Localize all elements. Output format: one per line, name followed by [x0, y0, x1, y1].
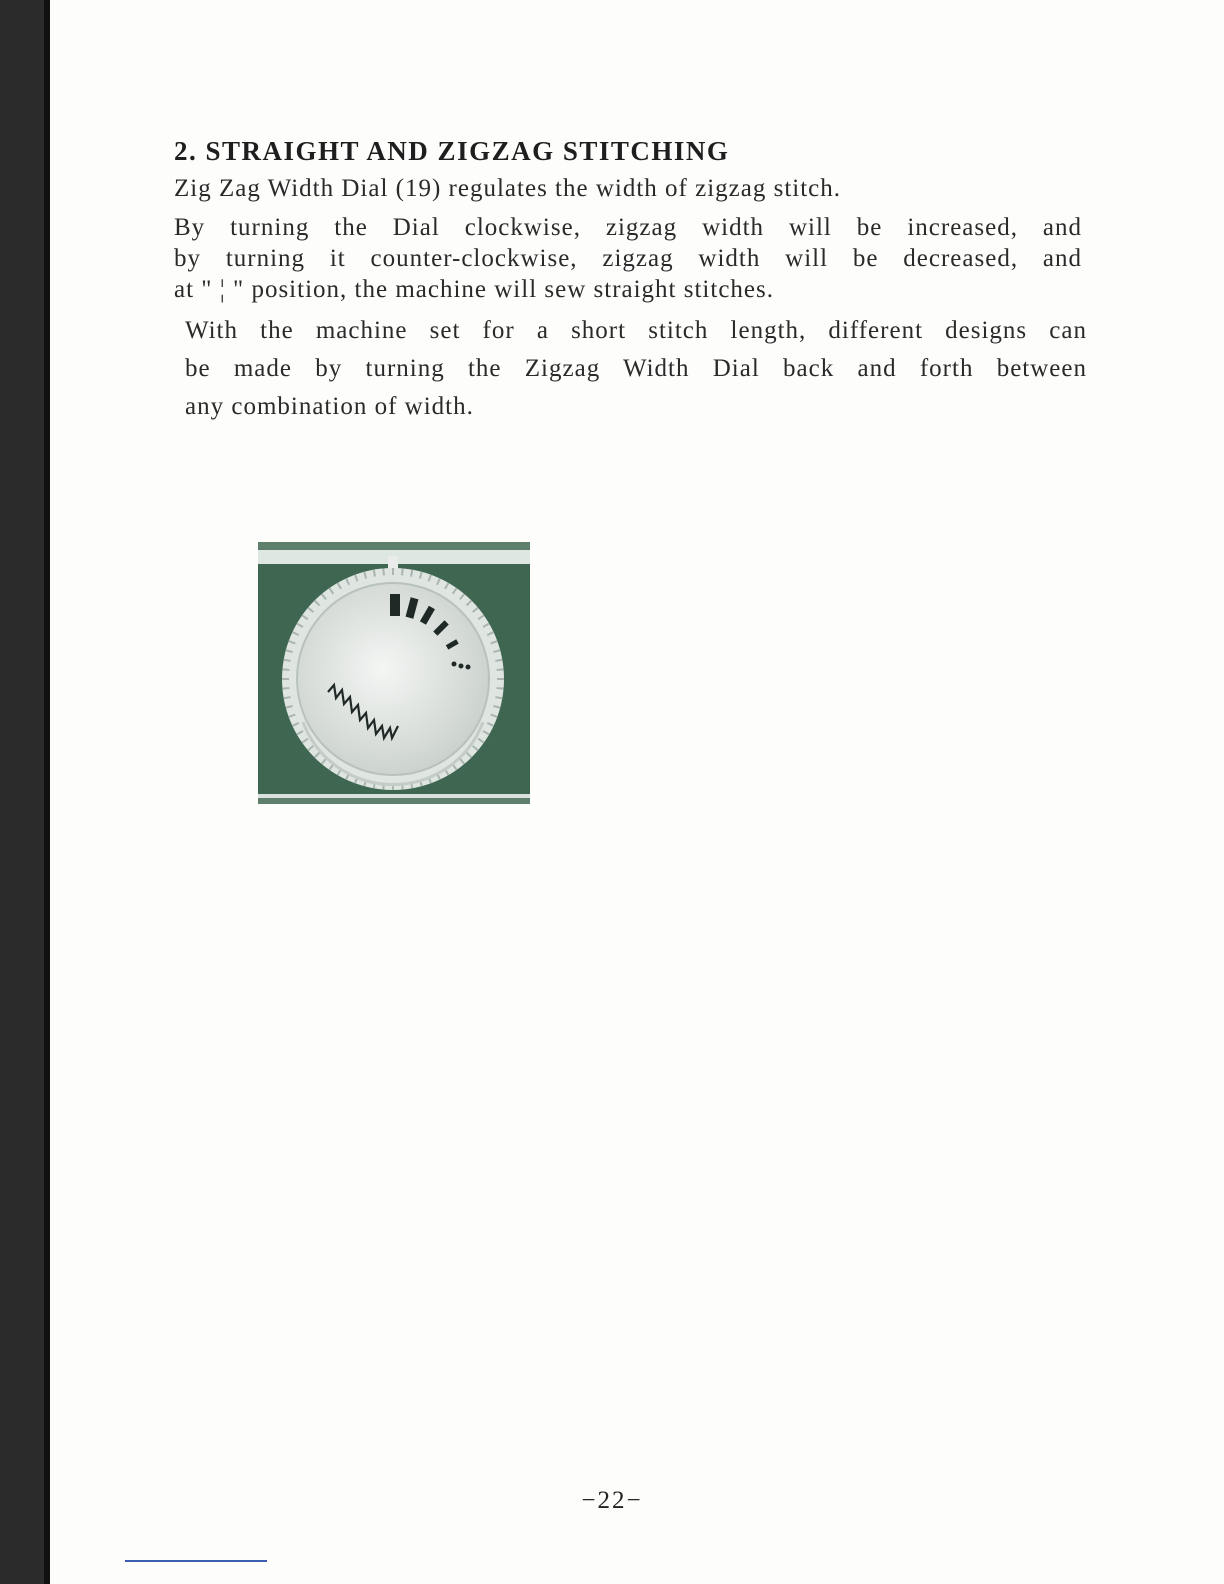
- knurl-tooth: [402, 568, 403, 575]
- scan-artifact-line: [125, 1560, 267, 1562]
- page-margin-right: [1168, 0, 1224, 1584]
- text-line: By turning the Dial clockwise, zigzag width will be increased, and: [174, 214, 1082, 241]
- paragraph-designs: [185, 312, 1087, 426]
- knurl-tooth: [282, 688, 289, 689]
- width-mark: [466, 665, 471, 670]
- paragraph-dial-direction: [174, 212, 1082, 305]
- text-line: any combination of width.: [185, 393, 474, 420]
- paragraph-dial-purpose: Zig Zag Width Dial (19) regulates the width of zigzag stitch.: [174, 175, 842, 202]
- knurl-tooth: [284, 660, 291, 661]
- top-strip: [258, 542, 530, 550]
- knurl-tooth: [282, 669, 289, 670]
- knurl-tooth: [497, 688, 504, 689]
- text-line: at " ¦ " position, the machine will sew straight stitches.: [174, 276, 774, 303]
- page-number: −22−: [581, 1487, 643, 1514]
- knurl-tooth: [374, 570, 375, 577]
- width-mark: [459, 664, 464, 669]
- knurl-tooth: [495, 697, 502, 698]
- knurl-tooth: [411, 570, 412, 577]
- width-mark: [390, 594, 400, 616]
- page-binding-edge: [44, 0, 50, 1584]
- knurl-tooth: [497, 669, 504, 670]
- knurl-tooth: [495, 660, 502, 661]
- text-line: by turning it counter-clockwise, zigzag width will be decreased, and: [174, 245, 1082, 272]
- bottom-strip: [258, 798, 530, 804]
- text-line: With the machine set for a short stitch length, different designs can: [185, 317, 1087, 344]
- dial-illustration: [258, 542, 530, 804]
- bottom-rail: [258, 794, 530, 798]
- dial-pointer: [388, 556, 398, 570]
- text-line: be made by turning the Zigzag Width Dial back and forth between: [185, 355, 1087, 382]
- knurl-tooth: [383, 568, 384, 575]
- width-mark: [452, 662, 457, 667]
- section-heading: 2. STRAIGHT AND ZIGZAG STITCHING: [174, 136, 730, 166]
- zigzag-width-dial-photo: [258, 542, 530, 804]
- knurl-tooth: [284, 697, 291, 698]
